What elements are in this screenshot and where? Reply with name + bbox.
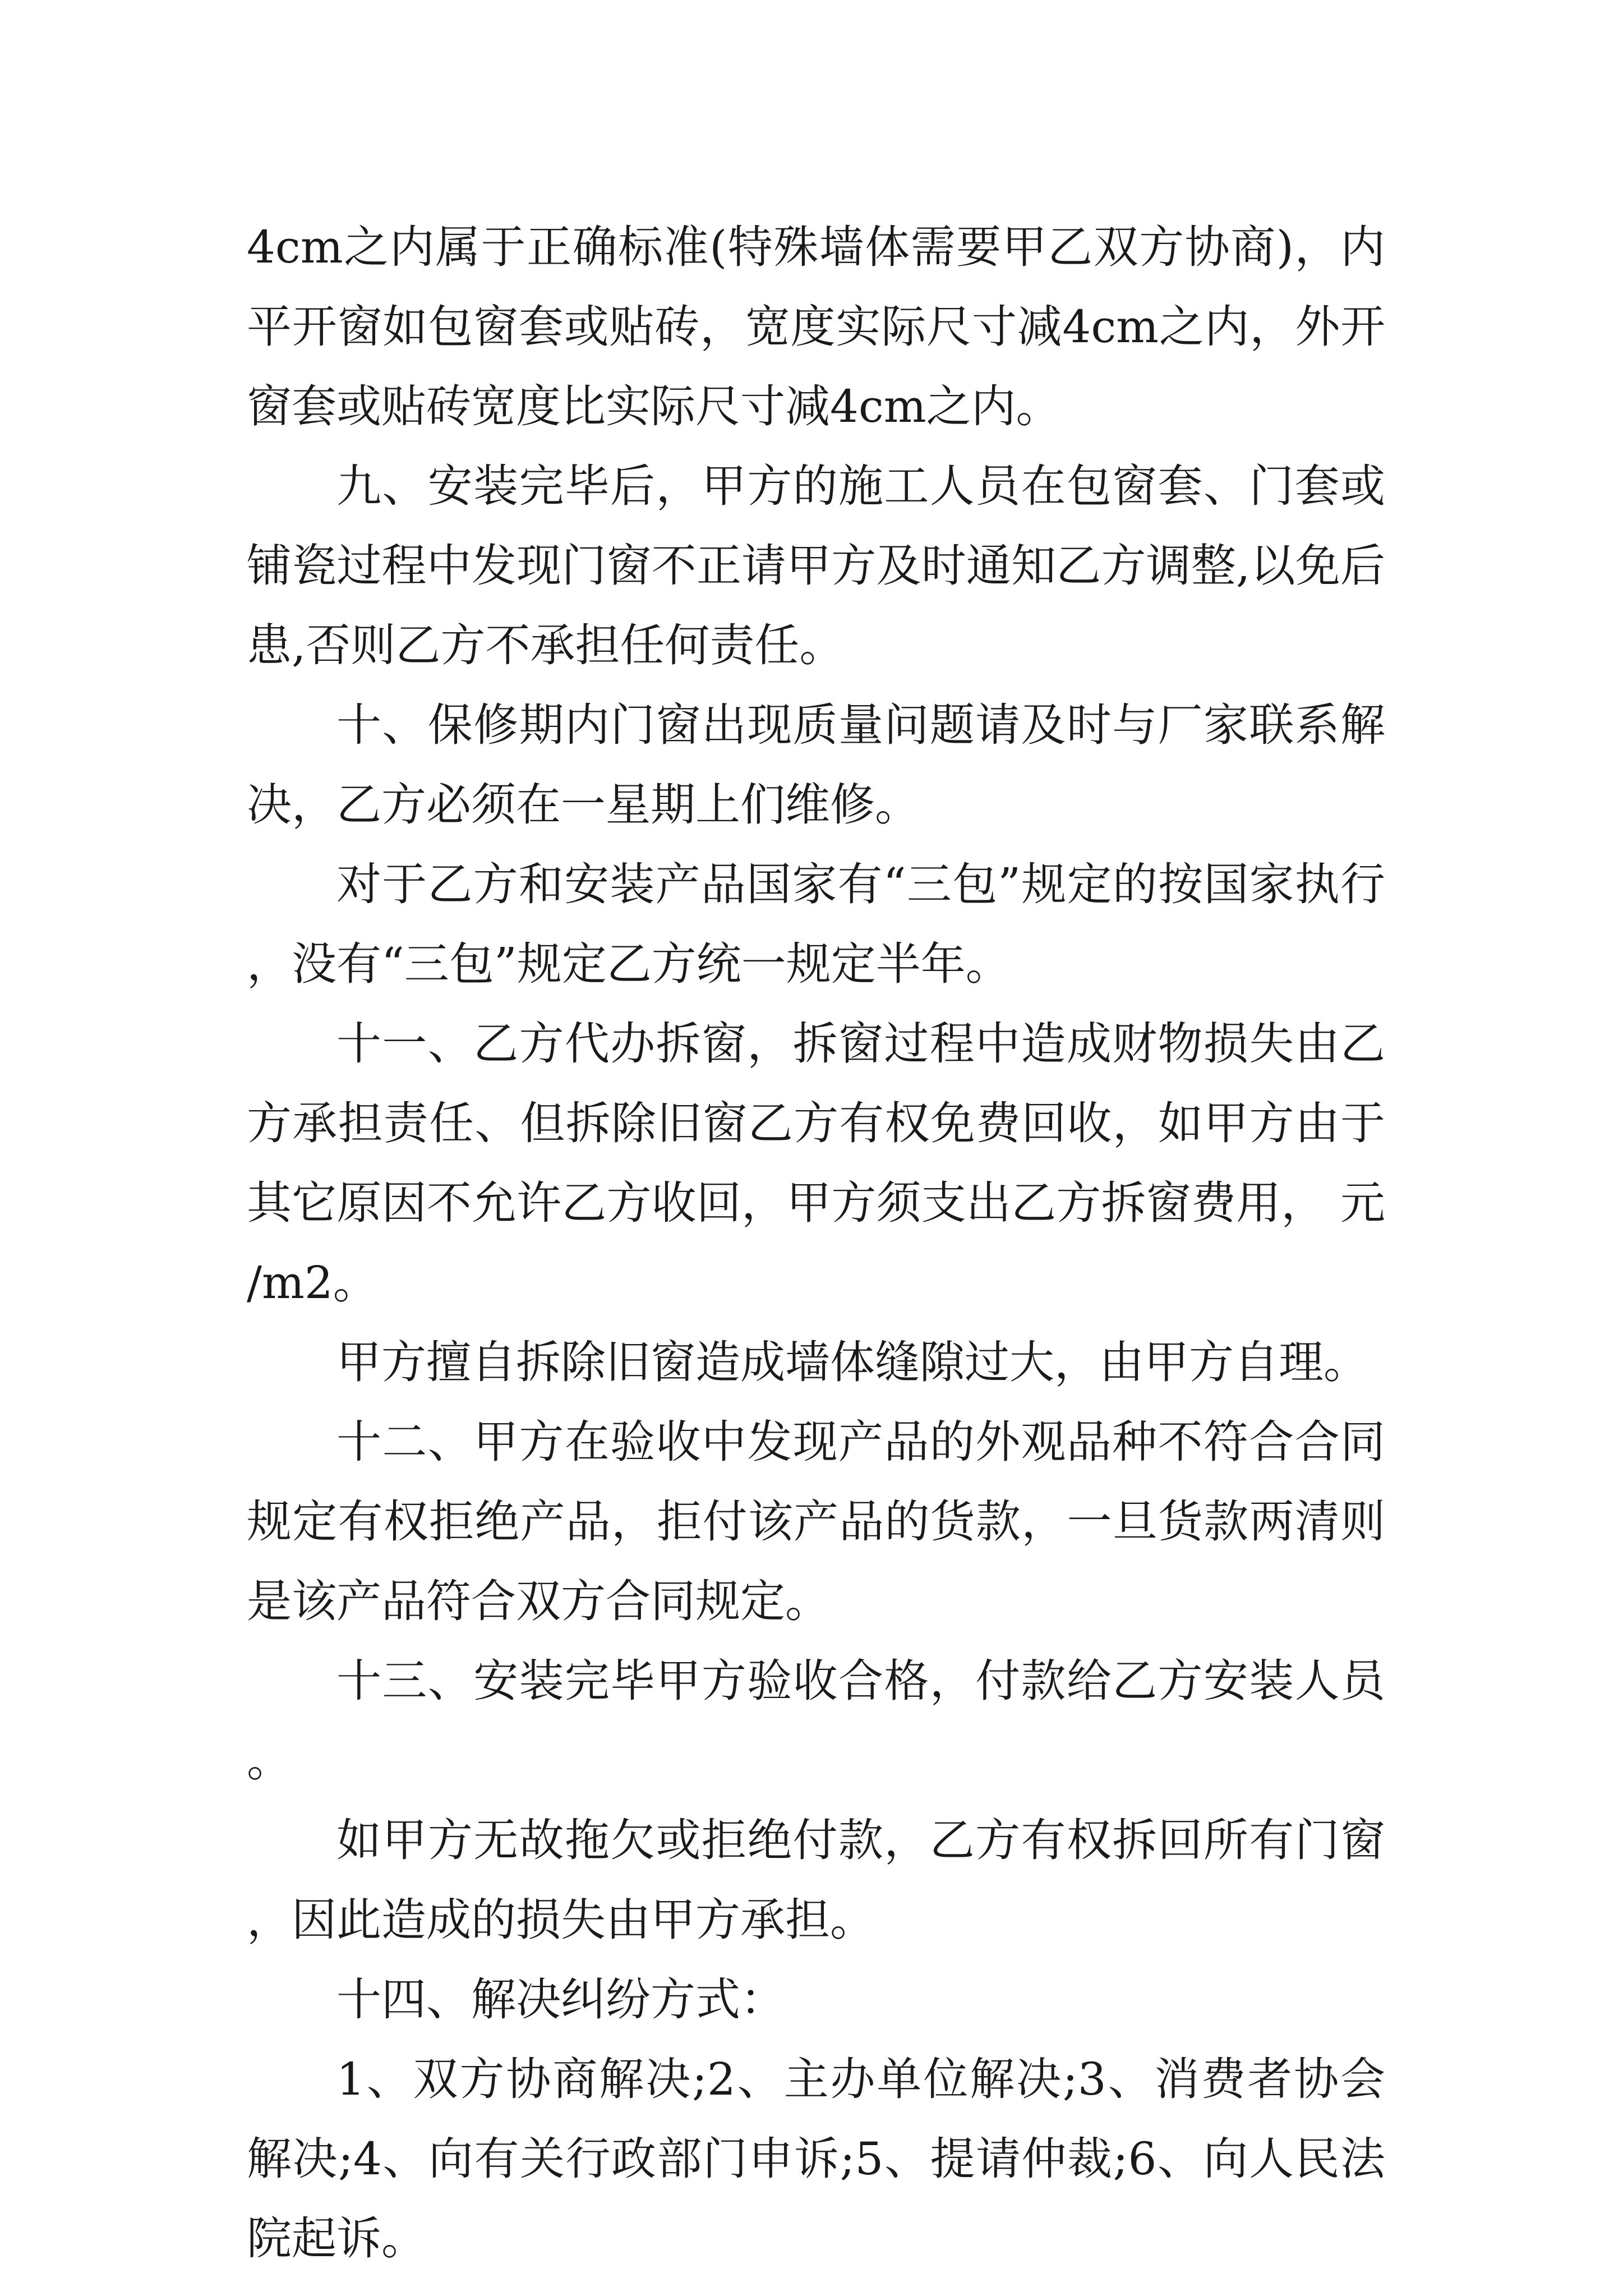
paragraph-payment-default: 如甲方无故拖欠或拒绝付款，乙方有权拆回所有门窗，因此造成的损失由甲方承担。: [247, 1814, 1385, 1946]
paragraph-clause-12: 十二、甲方在验收中发现产品的外观品种不符合合同规定有权拒绝产品，拒付该产品的货款，一旦货款两清则是该产品符合双方合同规定。: [247, 1416, 1385, 1627]
document-body: [247, 208, 1385, 2279]
paragraph-self-demolition: 甲方擅自拆除旧窗造成墙体缝隙过大，由甲方自理。: [336, 1336, 1368, 1388]
paragraph-clause-10: 十、保修期内门窗出现质量问题请及时与厂家联系解决，乙方必须在一星期上们维修。: [247, 699, 1385, 831]
paragraph-dispute-methods: 1、双方协商解决;2、主办单位解决;3、消费者协会解决;4、向有关行政部门申诉;5、提请仲裁;6、向人民法院起诉。: [247, 2053, 1385, 2265]
paragraph-clause-13: 十三、安装完毕甲方验收合格，付款给乙方安装人员。: [247, 1655, 1385, 1787]
paragraph-window-size-standard: 4cm之内属于正确标准(特殊墙体需要甲乙双方协商)，内平开窗如包窗套或贴砖，宽度实际尺寸减4cm之内，外开窗套或贴砖宽度比实际尺寸减4cm之内。: [247, 221, 1385, 432]
paragraph-clause-11: 十一、乙方代办拆窗，拆窗过程中造成财物损失由乙方承担责任、但拆除旧窗乙方有权免费回收，如甲方由于其它原因不允许乙方收回，甲方须支出乙方拆窗费用， 元/m2。: [247, 1018, 1385, 1309]
paragraph-clause-9: 九、安装完毕后，甲方的施工人员在包窗套、门套或铺瓷过程中发现门窗不正请甲方及时通知乙方调整,以免后患,否则乙方不承担任何责任。: [247, 460, 1385, 671]
paragraph-three-guarantees: 对于乙方和安装产品国家有“三包”规定的按国家执行，没有“三包”规定乙方统一规定半年。: [247, 858, 1385, 990]
paragraph-clause-14: 十四、解决纠纷方式：: [336, 1973, 785, 2026]
